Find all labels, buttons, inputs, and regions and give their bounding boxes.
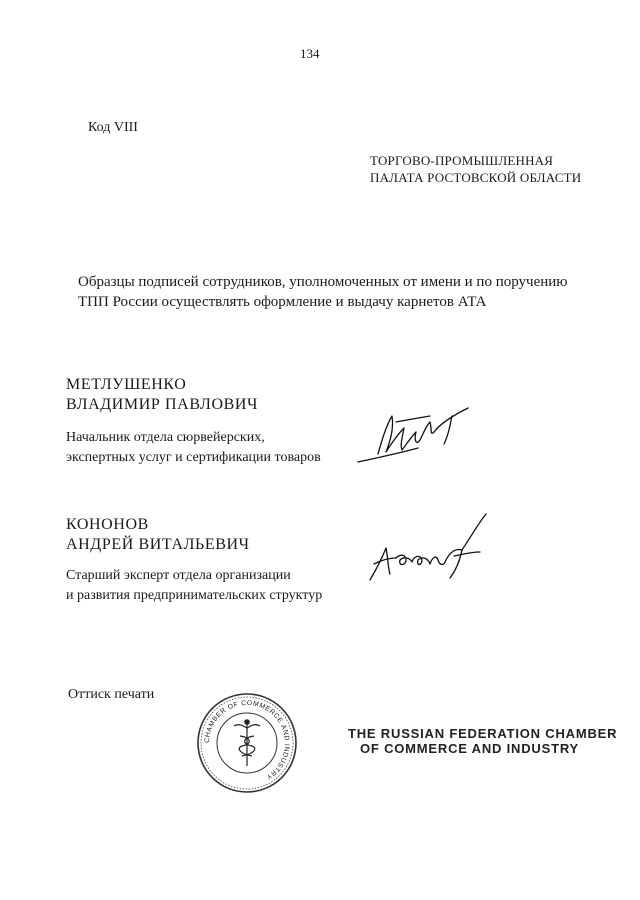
organization-line-2: ПАЛАТА РОСТОВСКОЙ ОБЛАСТИ	[370, 170, 582, 185]
signatory-1-position-line-2: экспертных услуг и сертификации товаров	[66, 450, 321, 465]
signatory-1-given-names: ВЛАДИМИР ПАВЛОВИЧ	[66, 396, 259, 413]
signatory-1-position	[66, 428, 321, 468]
intro-paragraph	[78, 272, 598, 312]
intro-line-2: ТПП России осуществлять оформление и выдачу карнетов АТА	[78, 294, 487, 310]
chamber-stamp-line-2: OF COMMERCE AND INDUSTRY	[360, 741, 580, 756]
signatory-1-name	[66, 375, 258, 415]
signature-1	[356, 402, 476, 468]
seal-ring-text: CHAMBER OF COMMERCE AND INDUSTRY	[203, 699, 291, 781]
signature-2	[366, 508, 496, 588]
chamber-stamp-line-1: THE RUSSIAN FEDERATION CHAMBER	[348, 726, 618, 741]
signatory-1-surname: МЕТЛУШЕНКО	[66, 376, 187, 393]
signatory-2-given-names: АНДРЕЙ ВИТАЛЬЕВИЧ	[66, 536, 250, 553]
signatory-2-name	[66, 515, 250, 555]
signatory-2-position-line-1: Старший эксперт отдела организации	[66, 568, 291, 583]
organization-line-1: ТОРГОВО-ПРОМЫШЛЕННАЯ	[370, 153, 554, 168]
chamber-stamp	[348, 726, 617, 756]
signatory-1-position-line-1: Начальник отдела сюрвейерских,	[66, 430, 265, 445]
seal-label: Оттиск печати	[68, 687, 155, 702]
signatory-2-surname: КОНОНОВ	[66, 516, 149, 533]
page-number: 134	[300, 46, 320, 61]
organization-header	[370, 152, 581, 186]
signatory-2-position-line-2: и развития предпринимательских структур	[66, 588, 323, 603]
document-code: Код VIII	[88, 120, 138, 135]
intro-line-1: Образцы подписей сотрудников, уполномоченных от имени и по поручению	[78, 274, 568, 290]
round-seal-emblem	[196, 692, 298, 794]
signatory-2-position	[66, 566, 322, 606]
